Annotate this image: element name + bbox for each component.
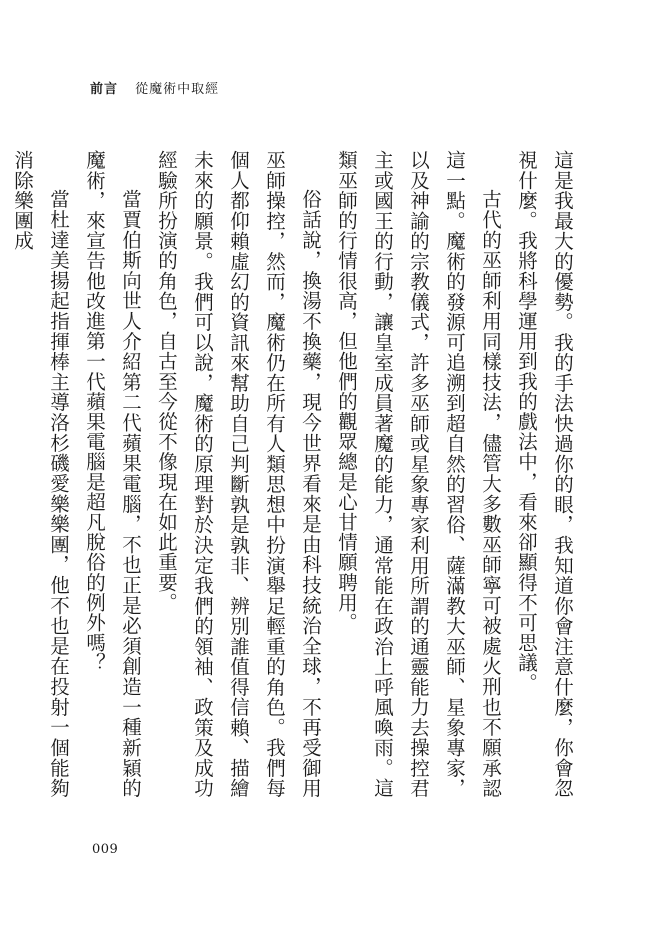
- chapter-title: 從魔術中取經: [135, 82, 220, 97]
- page-number: 009: [92, 842, 119, 857]
- paragraph: 這是我最大的優勢。我的手法快過你的眼，我知道你會注意什麼，你會忽視什麼。我將科學運用到我的戲法中，看來卻顯得不可思議。: [515, 150, 574, 798]
- paragraph: 當杜達美揚起指揮棒主導洛杉磯愛樂樂團，他不也是在投射一個能夠消除樂團成: [11, 150, 70, 798]
- paragraph: 俗話說，換湯不換藥，現今世界看來是由科技統治全球，不再受御用巫師操控，然而，魔術仍在所有人類思想中扮演舉足輕重的角色。我們每個人都仰賴虛幻的資訊來幫助自己判斷孰是孰非、辨別誰值得信賴、描繪未來的願景。我們可以說，魔術的原理對於決定我們的領袖、政策及成功經驗所扮演的角色，自古至今從不像現在如此重要。: [155, 150, 322, 798]
- chapter-label: 前言: [90, 82, 119, 97]
- running-header: [90, 78, 219, 97]
- paragraph: 當賈伯斯向世人介紹第二代蘋果電腦，不也正是必須創造一種新穎的魔術，來宣告他改進第一代蘋果電腦是超凡脫俗的例外嗎？: [83, 150, 142, 798]
- vertical-body-text: [11, 150, 580, 798]
- paragraph: 古代的巫師利用同樣技法，儘管大多數巫師寧可被處火刑也不願承認這一點。魔術的發源可追溯到超自然的習俗、薩滿教大巫師、星象專家，以及神諭的宗教儀式，許多巫師或星象專家利用所謂的通靈能力去操控君主或國王的行動，讓皇室成員著魔的能力，通常能在政治上呼風喚雨。這類巫師的行情很高，但他們的觀眾總是心甘情願聘用。: [335, 150, 502, 798]
